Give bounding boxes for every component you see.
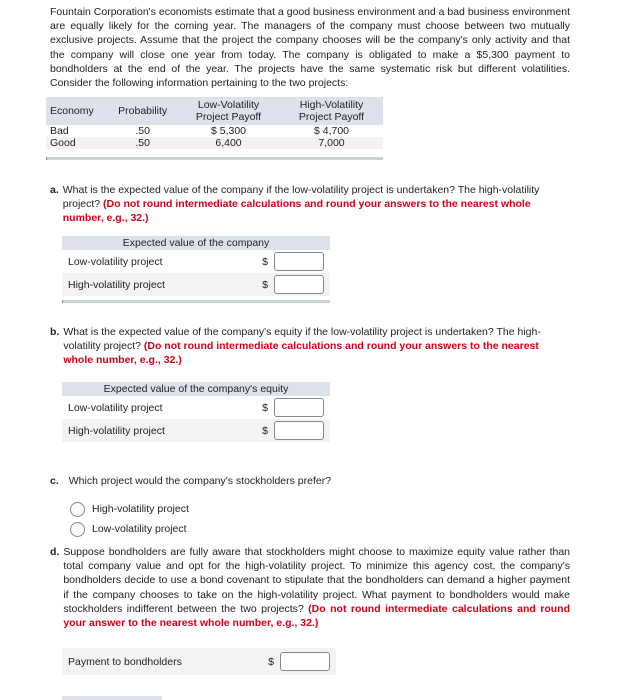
question-a (50, 183, 570, 226)
cell: $ 4,700 (313, 125, 350, 137)
low-volatility-equity-input[interactable] (274, 398, 324, 417)
answer-table-a (62, 236, 330, 303)
option-label: High-volatility project (92, 503, 189, 515)
instruction: (Do not round intermediate calculations and round your answer to the nearest whole number, e.g., 32.) (63, 602, 570, 630)
header: Expected value of the company (62, 236, 330, 250)
payoff-table (46, 97, 383, 160)
radio-icon[interactable] (70, 522, 85, 537)
label: a. (50, 184, 59, 196)
divider (62, 300, 330, 303)
question-text: Suppose bondholders are fully aware that stockholders might choose to maximize equity value rather than total company value and opt for the high-volatility project. To minimize this agency cost, the company's bondholders decide to use a bond covenant to stipulate that the bondholders can demand a higher payment if the company chooses to take on the high-volatility project. What payment to bondholders would make stockholders indifferent between the two projects? (63, 546, 570, 615)
divider (62, 696, 162, 700)
table-row (46, 137, 383, 149)
answer-table-b (62, 382, 330, 442)
instruction: (Do not round intermediate calculations and round your answers to the nearest whole number, e.g., 32.) (62, 198, 531, 225)
table-row (46, 125, 383, 137)
payment-input[interactable] (280, 652, 330, 671)
label: d. (50, 546, 60, 558)
label: b. (50, 326, 60, 338)
row-label: Low-volatility project (68, 401, 163, 414)
dollar: $ (268, 655, 274, 668)
dollar: $ (262, 401, 268, 414)
label: c. (50, 475, 59, 487)
option-low-volatility[interactable] (70, 519, 189, 539)
header: Expected value of the company's equity (62, 382, 330, 396)
dollar: $ (262, 278, 268, 291)
row-label: Payment to bondholders (68, 655, 182, 668)
instruction: (Do not round intermediate calculations and round your answers to the nearest whole number, e.g., 32.) (63, 340, 539, 367)
question-text: What is the expected value of the company if the low-volatility project is undertaken? The high-volatility project? (62, 184, 540, 211)
radio-icon[interactable] (70, 502, 85, 517)
low-volatility-value-input[interactable] (274, 252, 324, 271)
row-label: Low-volatility project (68, 255, 163, 268)
col-low: Low-Volatility Project Payoff (177, 97, 280, 125)
option-label: Low-volatility project (92, 523, 187, 535)
question-text: Which project would the company's stockholders prefer? (68, 475, 332, 487)
cell: 6,400 (177, 137, 280, 149)
dollar: $ (262, 424, 268, 437)
divider (46, 157, 383, 160)
col-probability: Probability (108, 97, 177, 125)
col-high: High-Volatility Project Payoff (280, 97, 383, 125)
row-label: High-volatility project (68, 278, 165, 291)
cell: Good (46, 137, 108, 149)
answer-table-d (62, 648, 336, 675)
intro-text: Fountain Corporation's economists estimate that a good business environment and a bad business environment are equally likely for the coming year. The managers of the company must choose between two mutually exclusive projects. Assume that the project the company chooses will be the company's only activity and that the company will close one year from today. The company is obligated to make a $5,300 payment to bondholders at the end of the year. The projects have the same systematic risk but different volatilities. Consider the following information pertaining to the two projects: (50, 6, 570, 90)
question-c (50, 474, 570, 488)
option-high-volatility[interactable] (70, 499, 189, 519)
cell: .50 (108, 137, 177, 149)
cell: 7,000 (280, 137, 383, 149)
high-volatility-value-input[interactable] (274, 275, 324, 294)
high-volatility-equity-input[interactable] (274, 421, 324, 440)
question-d (50, 545, 570, 630)
question-b (50, 325, 570, 368)
col-economy: Economy (46, 97, 108, 125)
cell: .50 (135, 125, 150, 137)
question-text: What is the expected value of the company's equity if the low-volatility project is undertaken? The high-volatility project? (63, 326, 541, 353)
cell: $ 5,300 (210, 125, 247, 137)
cell: Bad (50, 125, 69, 137)
row-label: High-volatility project (68, 424, 165, 437)
radio-group (70, 499, 189, 539)
dollar: $ (262, 255, 268, 268)
